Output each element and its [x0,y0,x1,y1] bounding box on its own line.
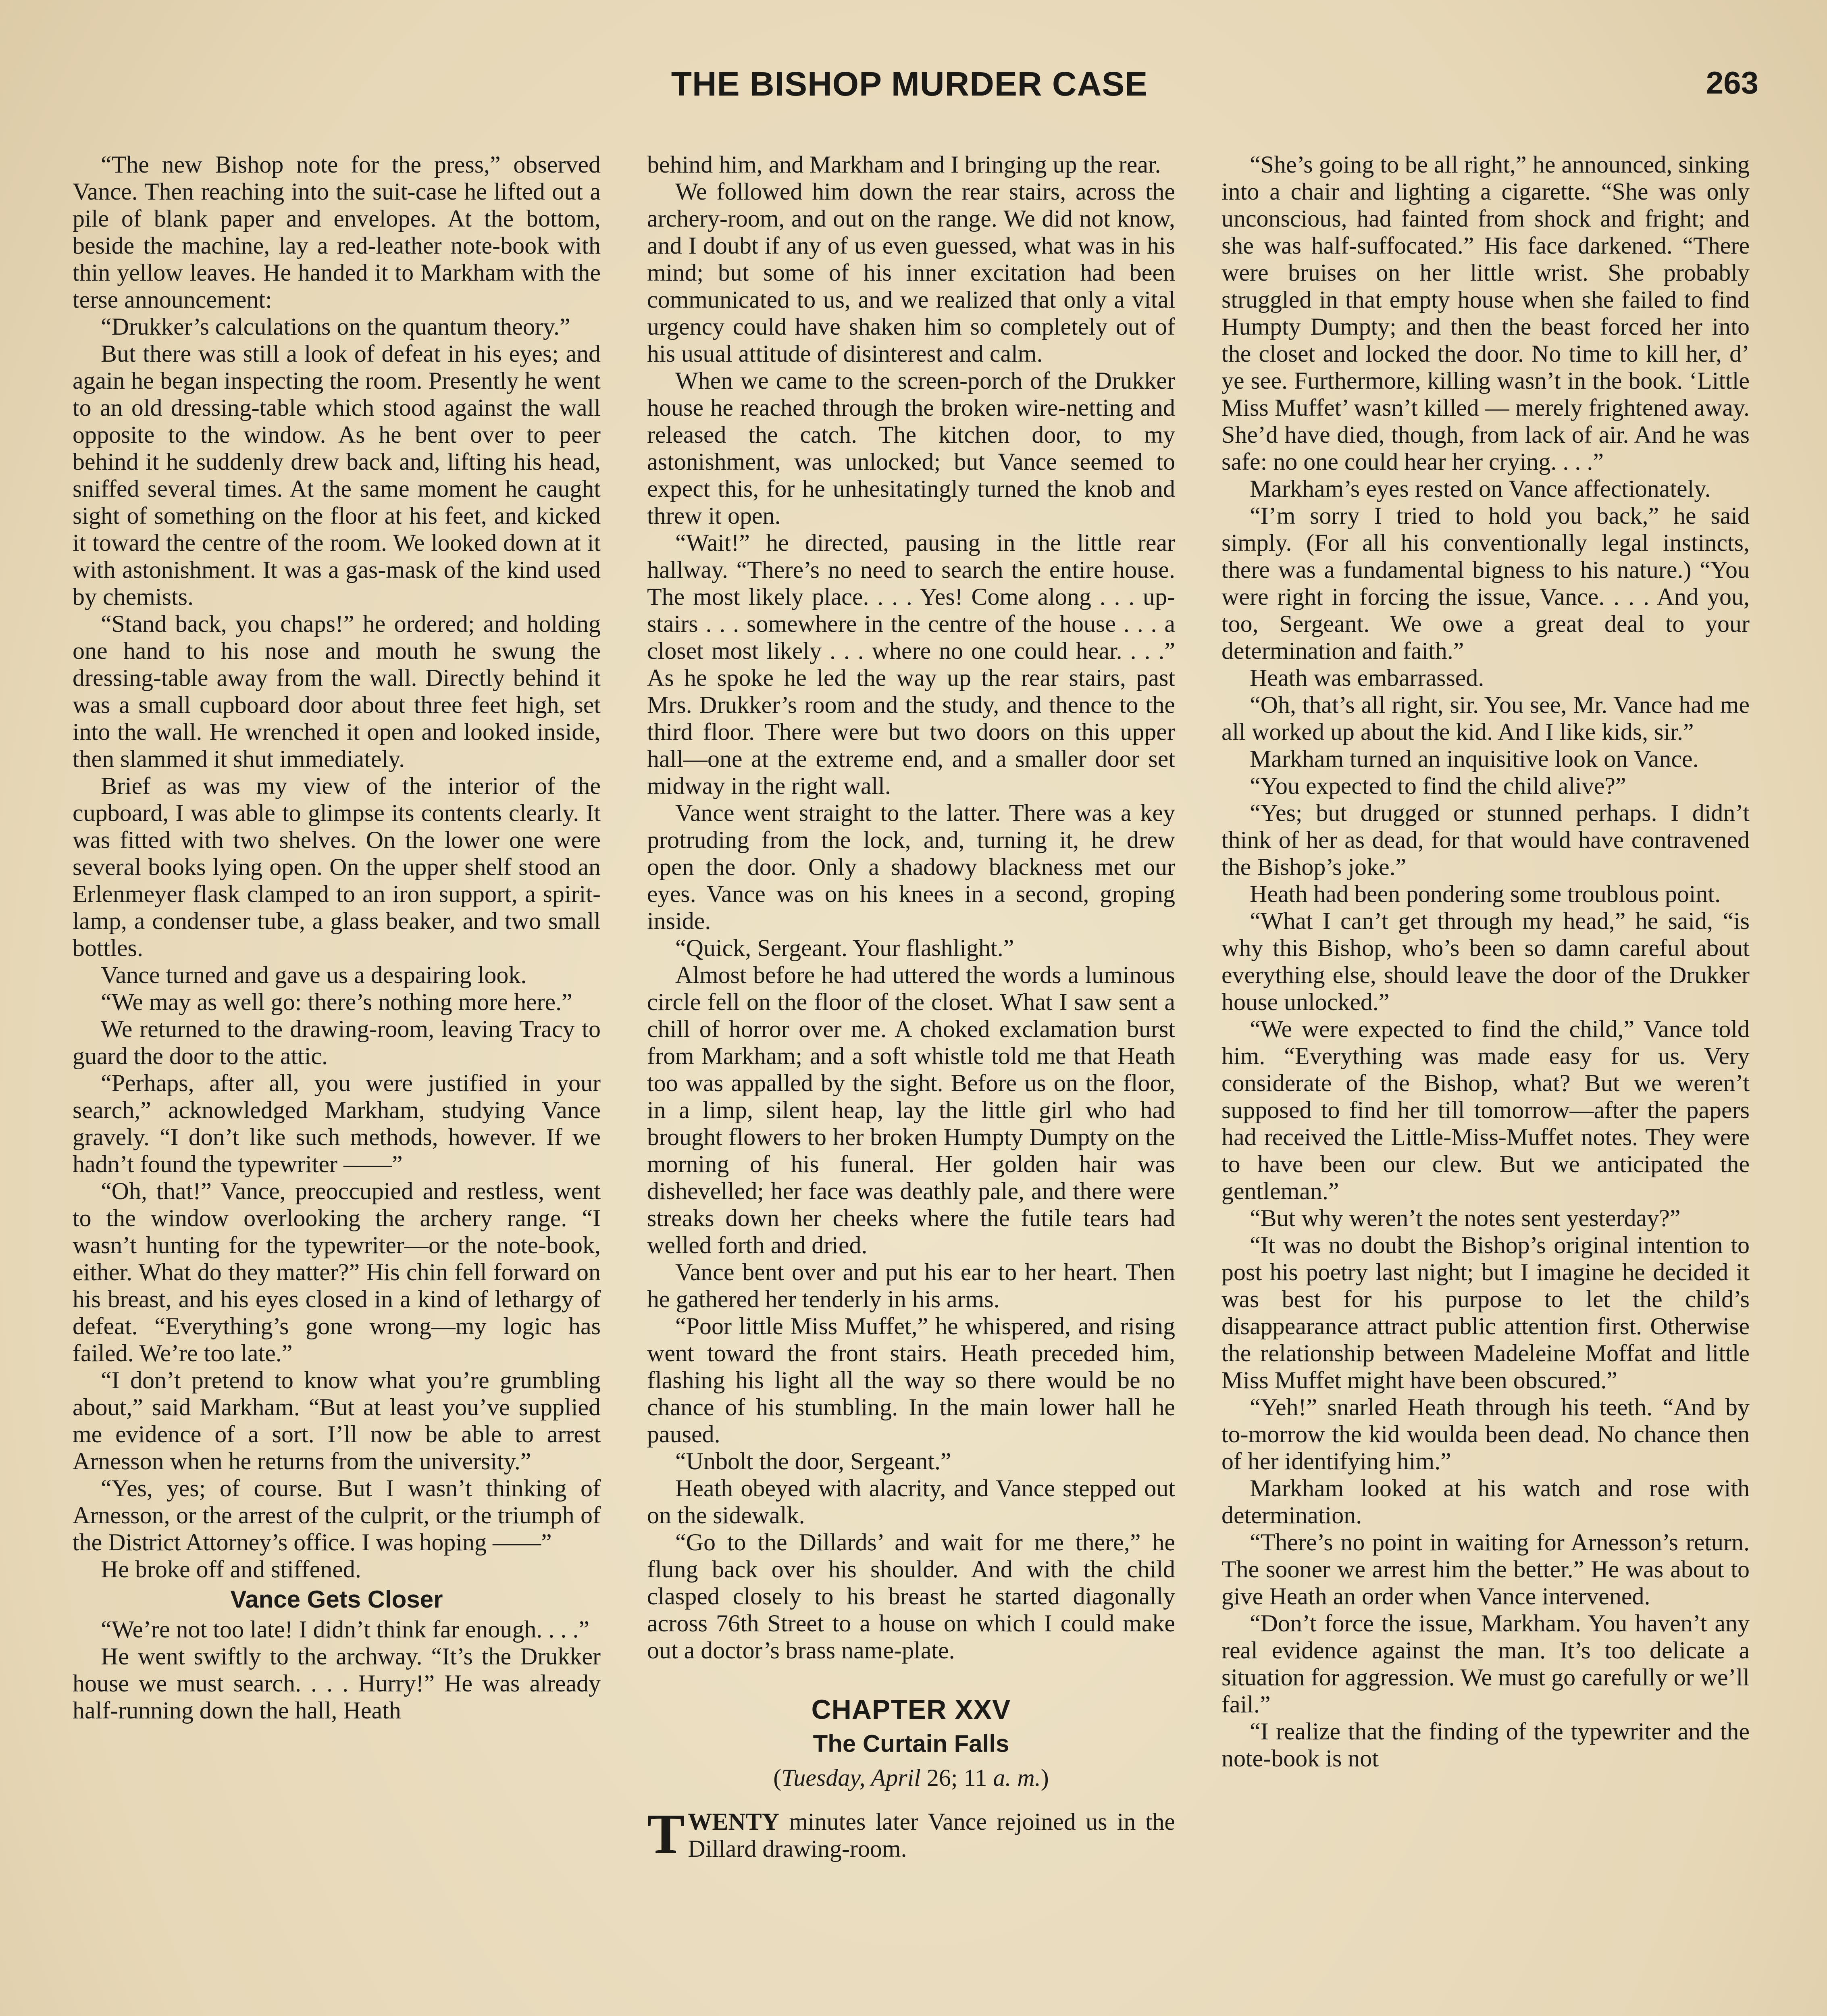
paragraph: Markham’s eyes rested on Vance affectionately. [1250,475,1711,502]
paragraph: “Stand back, you chaps!” he ordered; and holding one hand to his nose and mouth he swung the dressing-table away from the wall. Directly behind it was a small cupboard door about three feet high, set into the wall. He wrenched it open and looked inside, then slammed it shut immediately. [73,610,601,772]
opening-paragraph [647,1803,1175,1865]
page-number: 263 [1706,65,1758,100]
paragraph: Vance turned and gave us a despairing look. [101,962,527,988]
dateline-day: Tuesday, April [781,1764,921,1791]
paragraph: We followed him down the rear stairs, across the archery-room, and out on the range. We did not know, and I doubt if any of us even guessed, what was in his mind; but some of his inner excitation had been communicated to us, and we realized that only a vital urgency could have shaken him so completely out of his usual attitude of disinterest and calm. [647,178,1175,367]
paragraph: When we came to the screen-porch of the Drukker house he reached through the broken wire-netting and released the catch. The kitchen door, to my astonishment, was unlocked; but Vance seemed to expect this, for he unhesitatingly turned the knob and threw it open. [647,367,1175,529]
running-header [60,60,1758,117]
paragraph: “Wait!” he directed, pausing in the little rear hallway. “There’s no need to search the entire house. The most likely place. . . . Yes! Come along . . . up-stairs . . . somewhere in the centre of the house . . . a closet most likely . . . where no one could hear. . . .” As he spoke he led the way up the rear stairs, past Mrs. Drukker’s room and the study, and thence to the third floor. There were but two doors on this upper hall—one at the extreme end, and a smaller door set midway in the right wall. [647,529,1175,799]
paragraph: “We’re not too late! I didn’t think far enough. . . .” [101,1616,590,1643]
section-subhead: Vance Gets Closer [230,1586,443,1613]
column-right [1221,151,1750,2016]
column-left [73,151,601,2016]
paragraph: “You expected to find the child alive?” [1250,773,1626,799]
paragraph: Heath obeyed with alacrity, and Vance stepped out on the sidewalk. [647,1475,1175,1529]
paragraph: Brief as was my view of the interior of the cupboard, I was able to glimpse its contents clearly. It was fitted with two shelves. On the lower one were several books lying open. On the upper shelf stood an Erlenmeyer flask clamped to an iron support, a spirit-lamp, a condenser tube, a glass beaker, and two small bottles. [73,773,601,961]
chapter-number: CHAPTER XXV [811,1694,1011,1725]
column-middle [647,151,1175,2016]
text-columns [73,151,1750,2016]
paragraph: “The new Bishop note for the press,” observed Vance. Then reaching into the suit-case he lifted out a pile of blank paper and envelopes. At the bottom, beside the machine, lay a red-leather note-book with thin yellow leaves. He handed it to Markham with the terse announcement: [73,151,601,313]
paragraph: “What I can’t get through my head,” he said, “is why this Bishop, who’s been so damn careful about everything else, should leave the door of the Drukker house unlocked.” [1221,908,1750,1015]
paragraph: Almost before he had uttered the words a luminous circle fell on the floor of the closet. What I saw sent a chill of horror over me. A choked exclamation burst from Markham; and a soft whistle told me that Heath too was appalled by the sight. Before us on the floor, in a limp, silent heap, lay the little girl who had brought flowers to her broken Humpty Dumpty on the morning of his funeral. Her golden hair was dishevelled; her face was deathly pale, and there were streaks down her cheeks where the futile tears had welled forth and dried. [647,962,1175,1258]
paragraph: “Oh, that!” Vance, preoccupied and restless, went to the window overlooking the archery range. “I wasn’t hunting for the typewriter—or the note-book, either. What do they matter?” His chin fell forward on his breast, and his eyes closed in a kind of lethargy of defeat. “Everything’s gone wrong—my logic has failed. We’re too late.” [73,1178,601,1366]
lead-in-caps: WENTY [688,1808,780,1835]
drop-cap: T [647,1803,685,1865]
paragraph: “Drukker’s calculations on the quantum theory.” [101,313,570,340]
running-title: THE BISHOP MURDER CASE [671,65,1148,103]
paragraph: “I don’t pretend to know what you’re grumbling about,” said Markham. “But at least you’ve supplied me evidence of a sort. I’ll now be able to arrest Arnesson when he returns from the university.” [73,1367,601,1475]
paragraph: behind him, and Markham and I bringing up the rear. [647,151,1161,178]
paragraph: “Go to the Dillards’ and wait for me there,” he flung back over his shoulder. And with the child clasped closely to his breast he started diagonally across 76th Street to a house on which I could make out a doctor’s brass name-plate. [647,1529,1175,1664]
paragraph: “Yes, yes; of course. But I wasn’t thinking of Arnesson, or the arrest of the culprit, or the triumph of the District Attorney’s office. I was hoping ——” [73,1475,601,1556]
paragraph: “But why weren’t the notes sent yesterday?” [1250,1205,1681,1231]
paragraph: “There’s no point in waiting for Arnesson’s return. The sooner we arrest him the better.” He was about to give Heath an order when Vance intervened. [1221,1529,1750,1610]
dateline-date: 26; 11 [920,1764,993,1791]
paragraph: “Yes; but drugged or stunned perhaps. I didn’t think of her as dead, for that would have contravened the Bishop’s joke.” [1221,800,1750,880]
paragraph: “It was no doubt the Bishop’s original intention to post his poetry last night; but I imagine he decided it was best for his purpose to let the child’s disappearance attract public attention first. Otherwise the relationship between Madeleine Moffat and little Miss Muffet might have been obscured.” [1221,1232,1750,1393]
paragraph: Markham looked at his watch and rose with determination. [1221,1475,1750,1529]
dateline-time: a. m. [993,1764,1041,1791]
paragraph: “Unbolt the door, Sergeant.” [675,1448,951,1475]
chapter-dateline: (Tuesday, April 26; 11 a. m.) [773,1764,1049,1791]
paragraph: “Perhaps, after all, you were justified in your search,” acknowledged Markham, studying Vance gravely. “I don’t like such methods, however. If we hadn’t found the typewriter ——” [73,1070,601,1177]
paragraph: “I realize that the finding of the typewriter and the note-book is not [1221,1718,1750,1772]
paragraph: “She’s going to be all right,” he announced, sinking into a chair and lighting a cigarette. “She was only unconscious, had fainted from shock and fright; and she was half-suffocated.” His face darkened. “There were bruises on her little wrist. She probably struggled in that empty house when she failed to find Humpty Dumpty; and then the beast forced her into the closet and locked the door. No time to kill her, d’ ye see. Furthermore, killing wasn’t in the book. ‘Little Miss Muffet’ wasn’t killed — merely frightened away. She’d have died, though, from lack of air. And he was safe: no one could hear her crying. . . .” [1221,151,1750,475]
chapter-heading [647,1692,1175,1795]
paragraph: He broke off and stiffened. [101,1556,361,1583]
paragraph: Markham turned an inquisitive look on Vance. [1250,746,1699,772]
paragraph: “We may as well go: there’s nothing more here.” [101,989,572,1015]
paragraph: We returned to the drawing-room, leaving Tracy to guard the door to the attic. [73,1016,601,1069]
paragraph: “Oh, that’s all right, sir. You see, Mr. Vance had me all worked up about the kid. And I like kids, sir.” [1221,691,1750,745]
paragraph: But there was still a look of defeat in his eyes; and again he began inspecting the room. Presently he went to an old dressing-table which stood against the wall opposite to the window. As he bent over to peer behind it he suddenly drew back and, lifting his head, sniffed several times. At the same moment he caught sight of something on the floor at his feet, and kicked it toward the centre of the room. We looked down at it with astonishment. It was a gas-mask of the kind used by chemists. [73,340,601,610]
paragraph: “Poor little Miss Muffet,” he whispered, and rising went toward the front stairs. Heath preceded him, flashing his light all the way so there would be no chance of his stumbling. In the main lower hall he paused. [647,1313,1175,1447]
paragraph: Vance went straight to the latter. There was a key protruding from the lock, and, turning it, he drew open the door. Only a shadowy blackness met our eyes. Vance was on his knees in a second, groping inside. [647,800,1175,934]
paragraph: Heath had been pondering some troublous point. [1250,881,1721,907]
paragraph: “I’m sorry I tried to hold you back,” he said simply. (For all his conventionally legal instincts, there was a fundamental bigness to his nature.) “You were right in forcing the issue, Vance. . . . And you, too, Sergeant. We owe a great deal to your determination and faith.” [1221,502,1750,664]
paragraph: “Don’t force the issue, Markham. You haven’t any real evidence against the man. It’s too delicate a situation for aggression. We must go carefully or we’ll fail.” [1221,1610,1750,1718]
paragraph: “Quick, Sergeant. Your flashlight.” [675,935,1014,961]
paragraph: He went swiftly to the archway. “It’s the Drukker house we must search. . . . Hurry!” He was already half-running down the hall, Heath [73,1643,601,1724]
paragraph: Vance bent over and put his ear to her heart. Then he gathered her tenderly in his arms. [647,1259,1175,1312]
chapter-title: The Curtain Falls [813,1730,1009,1757]
paragraph: “Yeh!” snarled Heath through his teeth. “And by to-morrow the kid woulda been dead. No chance then of her identifying him.” [1221,1394,1750,1475]
paragraph: “We were expected to find the child,” Vance told him. “Everything was made easy for us. Very considerate of the Bishop, what? But we weren’t supposed to find her till tomorrow—after the papers had received the Little-Miss-Muffet notes. They were to have been our clew. But we anticipated the gentleman.” [1221,1016,1750,1204]
paragraph-text: minutes later Vance rejoined us in the Dillard drawing-room. [688,1808,1175,1862]
paragraph: Heath was embarrassed. [1250,664,1484,691]
